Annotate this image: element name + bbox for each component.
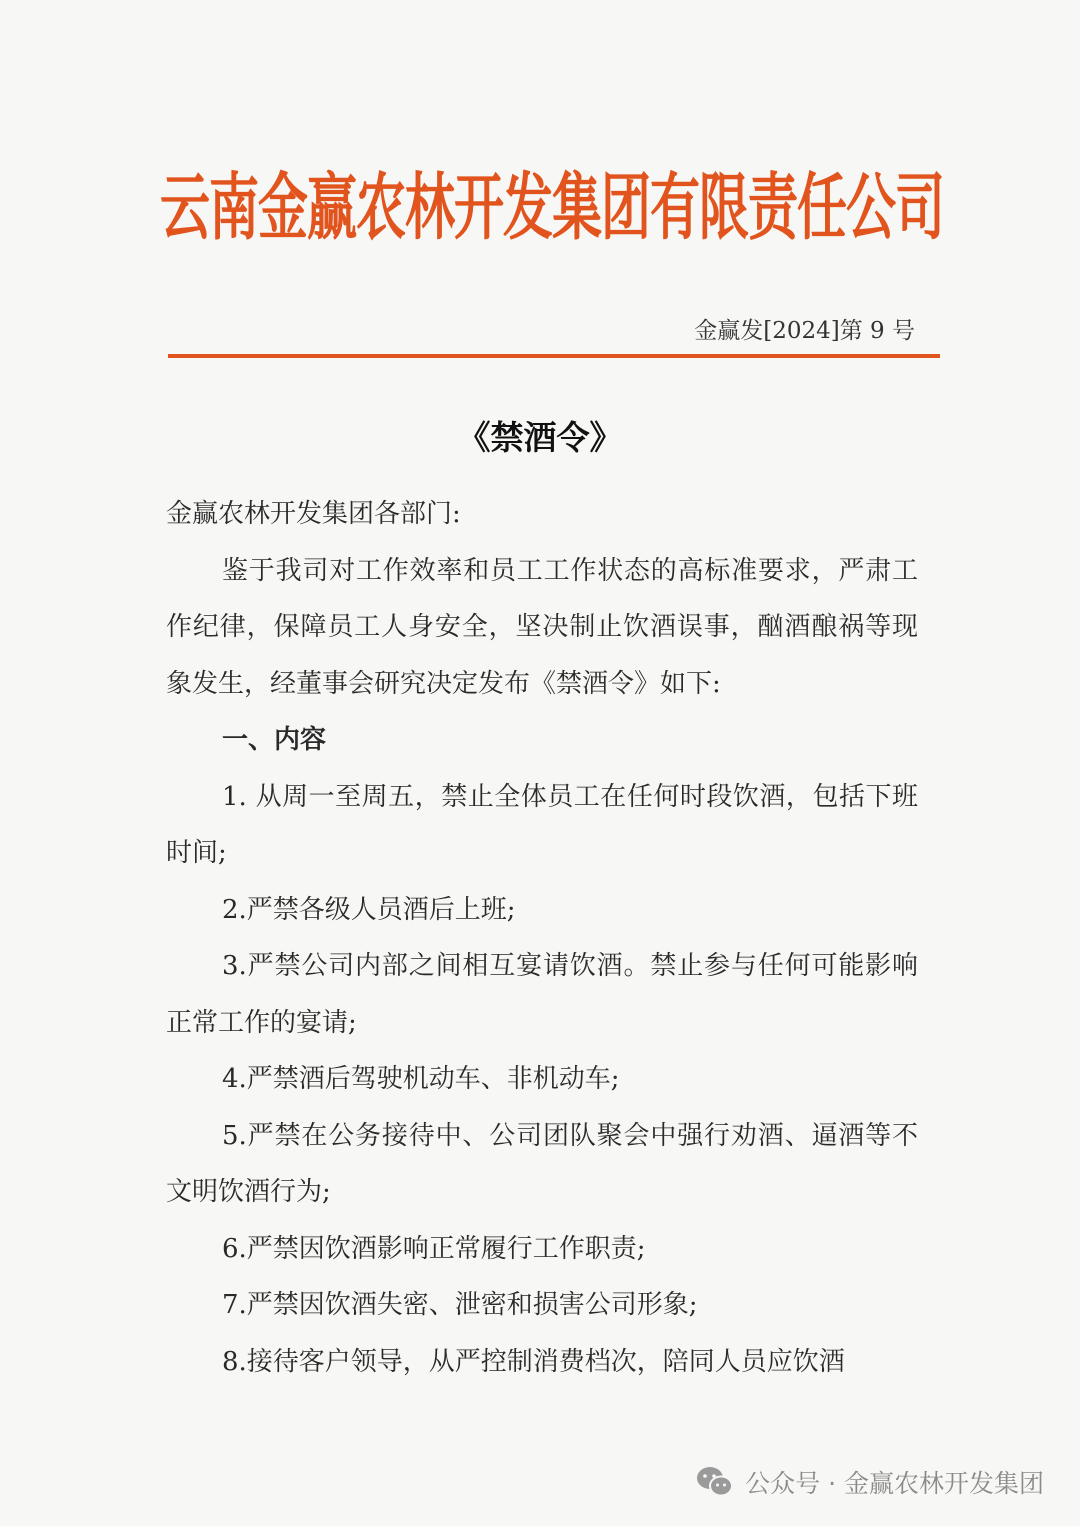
- intro-paragraph: 鉴于我司对工作效率和员工工作状态的高标准要求，严肃工作纪律，保障员工人身安全，坚决制止饮酒误事，酗酒酿祸等现象发生，经董事会研究决定发布《禁酒令》如下:: [166, 555, 918, 699]
- document-number: 金赢发[2024]第 9 号: [694, 318, 915, 344]
- list-item: 5.严禁在公务接待中、公司团队聚会中强行劝酒、逼酒等不文明饮酒行为;: [166, 1120, 918, 1207]
- list-item: 3.严禁公司内部之间相互宴请饮酒。禁止参与任何可能影响正常工作的宴请;: [166, 951, 918, 1038]
- salutation: 金赢农林开发集团各部门:: [166, 499, 461, 529]
- red-divider-line: [168, 354, 940, 358]
- wechat-icon: [695, 1465, 735, 1499]
- list-item: 8.接待客户领导，从严控制消费档次，陪同人员应饮酒: [222, 1346, 845, 1377]
- list-item: 1. 从周一至周五，禁止全体员工在任何时段饮酒，包括下班时间;: [166, 781, 918, 868]
- list-item: 4.严禁酒后驾驶机动车、非机动车;: [222, 1064, 620, 1094]
- watermark: [695, 1458, 1044, 1506]
- section-heading: 一、内容: [222, 725, 327, 755]
- list-item: 6.严禁因饮酒影响正常履行工作职责;: [222, 1233, 646, 1264]
- watermark-text: 公众号 · 金赢农林开发集团: [745, 1469, 1044, 1498]
- list-item: 7.严禁因饮酒失密、泄密和损害公司形象;: [222, 1290, 698, 1320]
- list-item: 2.严禁各级人员酒后上班;: [222, 894, 516, 925]
- document-title: 《禁酒令》: [457, 418, 623, 457]
- organization-masthead: 云南金赢农林开发集团有限责任公司: [160, 165, 944, 251]
- document-body: [166, 486, 918, 1390]
